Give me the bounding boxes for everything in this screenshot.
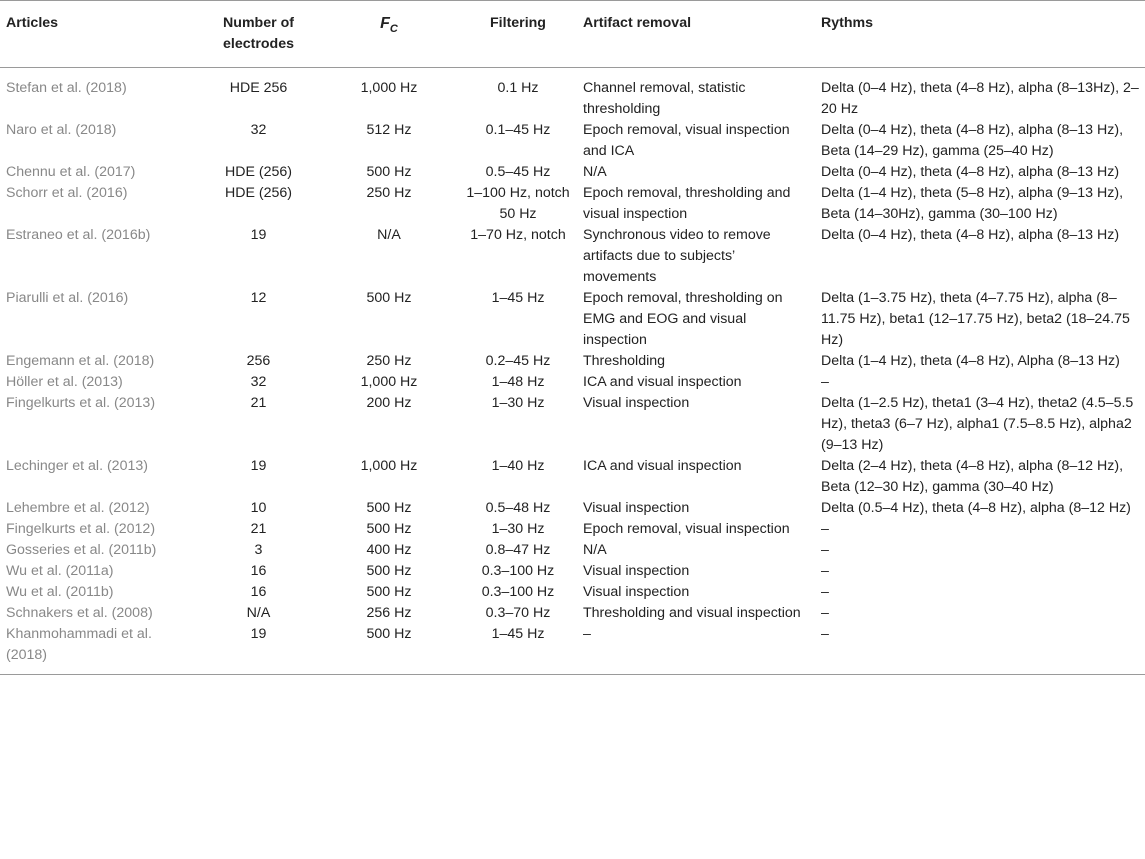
header-articles: Articles: [0, 1, 198, 68]
header-rythms: Rythms: [815, 1, 1145, 68]
cell-rythms: –: [821, 584, 829, 600]
cell-filtering: 0.2–45 Hz: [485, 353, 551, 369]
header-fc: [319, 1, 459, 68]
cell-article: Estraneo et al. (2016b): [6, 227, 151, 243]
cell-electrodes: 21: [250, 521, 267, 537]
cell-electrodes: 32: [250, 122, 267, 138]
cell-fc: 500 Hz: [366, 521, 412, 537]
cell-rythms: Delta (0–4 Hz), theta (4–8 Hz), alpha (8–13 Hz): [821, 164, 1120, 180]
cell-article: Fingelkurts et al. (2013): [6, 395, 156, 411]
cell-article: Stefan et al. (2018): [6, 80, 127, 96]
cell-artifact: –: [577, 624, 815, 675]
cell-article: Lechinger et al. (2013): [6, 458, 148, 474]
cell-filtering: 0.3–100 Hz: [481, 563, 555, 579]
cell-fc: 250 Hz: [366, 353, 412, 369]
table-row: [0, 603, 1145, 624]
cell-article: Schorr et al. (2016): [6, 185, 128, 201]
cell-filtering: 0.3–100 Hz: [481, 584, 555, 600]
cell-rythms: –: [821, 374, 829, 390]
cell-artifact: Visual inspection: [583, 395, 690, 411]
cell-fc: 500 Hz: [366, 290, 412, 306]
cell-electrodes: 3: [254, 542, 263, 558]
table-row: [0, 288, 1145, 351]
table-row: [0, 582, 1145, 603]
cell-article: Engemann et al. (2018): [6, 353, 155, 369]
table-row: [0, 624, 1145, 675]
table-header: [0, 1, 1145, 68]
cell-artifact: Epoch removal, thresholding on EMG and EOG and visual inspection: [583, 290, 783, 348]
table-row: [0, 372, 1145, 393]
cell-rythms: Delta (1–3.75 Hz), theta (4–7.75 Hz), alpha (8–11.75 Hz), beta1 (12–17.75 Hz), beta2 (18–24.75 Hz): [821, 290, 1130, 348]
cell-article: Piarulli et al. (2016): [6, 290, 129, 306]
cell-electrodes: HDE (256): [224, 185, 293, 201]
cell-filtering: 0.8–47 Hz: [485, 542, 551, 558]
cell-fc: 1,000 Hz: [360, 80, 418, 96]
cell-artifact: N/A: [583, 542, 607, 558]
header-electrodes: Number of electrodes: [198, 1, 319, 68]
cell-fc: 1,000 Hz: [360, 374, 418, 390]
cell-rythms: Delta (0.5–4 Hz), theta (4–8 Hz), alpha (8–12 Hz): [821, 500, 1131, 516]
header-filtering: Filtering: [459, 1, 577, 68]
header-fc-sub: C: [389, 23, 398, 36]
table-row: [0, 68, 1145, 121]
table-row: [0, 162, 1145, 183]
cell-rythms: –: [821, 542, 829, 558]
cell-fc: N/A: [377, 227, 401, 243]
cell-article: Khanmohammadi et al. (2018): [0, 624, 198, 675]
cell-filtering: 1–70 Hz, notch: [470, 227, 566, 243]
cell-rythms: Delta (1–2.5 Hz), theta1 (3–4 Hz), theta2 (4.5–5.5 Hz), theta3 (6–7 Hz), alpha1 (7.5–8.5 Hz), alpha2 (9–13 Hz): [821, 395, 1134, 453]
cell-filtering: 0.3–70 Hz: [485, 605, 551, 621]
header-fc-main: F: [380, 15, 390, 32]
cell-artifact: Visual inspection: [583, 584, 690, 600]
cell-electrodes: 12: [250, 290, 267, 306]
cell-rythms: –: [821, 563, 829, 579]
cell-artifact: Visual inspection: [583, 500, 690, 516]
cell-artifact: Thresholding: [583, 353, 666, 369]
cell-filtering: 1–45 Hz: [459, 624, 577, 675]
cell-filtering: 1–100 Hz, notch 50 Hz: [466, 185, 570, 222]
cell-article: Lehembre et al. (2012): [6, 500, 150, 516]
cell-rythms: Delta (0–4 Hz), theta (4–8 Hz), alpha (8–13 Hz), Beta (14–29 Hz), gamma (25–40 Hz): [821, 122, 1124, 159]
cell-article: Höller et al. (2013): [6, 374, 123, 390]
cell-filtering: 1–40 Hz: [491, 458, 545, 474]
table-body: [0, 68, 1145, 675]
cell-fc: 250 Hz: [366, 185, 412, 201]
cell-electrodes: HDE (256): [224, 164, 293, 180]
table-row: [0, 540, 1145, 561]
cell-electrodes: N/A: [246, 605, 271, 621]
header-row: [0, 1, 1145, 68]
cell-rythms: Delta (1–4 Hz), theta (4–8 Hz), Alpha (8–13 Hz): [821, 353, 1120, 369]
cell-artifact: Epoch removal, thresholding and visual inspection: [583, 185, 791, 222]
cell-article: Gosseries et al. (2011b): [6, 542, 157, 558]
cell-artifact: ICA and visual inspection: [583, 374, 742, 390]
cell-fc: 512 Hz: [366, 122, 412, 138]
table-row: [0, 456, 1145, 498]
cell-artifact: ICA and visual inspection: [583, 458, 742, 474]
header-artifact: Artifact removal: [577, 1, 815, 68]
cell-artifact: Channel removal, statistic thresholding: [583, 80, 746, 117]
table-row: [0, 519, 1145, 540]
cell-article: Wu et al. (2011a): [6, 563, 114, 579]
table-row: [0, 183, 1145, 225]
cell-electrodes: 21: [250, 395, 267, 411]
cell-electrodes: 19: [250, 458, 267, 474]
cell-rythms: Delta (0–4 Hz), theta (4–8 Hz), alpha (8–13 Hz): [821, 227, 1120, 243]
cell-fc: 400 Hz: [366, 542, 412, 558]
cell-artifact: Epoch removal, visual inspection and ICA: [583, 122, 790, 159]
cell-article: Naro et al. (2018): [6, 122, 117, 138]
cell-rythms: Delta (2–4 Hz), theta (4–8 Hz), alpha (8–12 Hz), Beta (12–30 Hz), gamma (30–40 Hz): [821, 458, 1124, 495]
cell-filtering: 1–30 Hz: [491, 521, 545, 537]
cell-filtering: 0.1 Hz: [497, 80, 539, 96]
table-row: [0, 120, 1145, 162]
cell-rythms: –: [821, 521, 829, 537]
table-row: [0, 561, 1145, 582]
cell-electrodes: 32: [250, 374, 267, 390]
cell-electrodes: 16: [250, 584, 267, 600]
table-row: [0, 393, 1145, 456]
cell-article: Chennu et al. (2017): [6, 164, 136, 180]
cell-fc: 500 Hz: [366, 164, 412, 180]
cell-filtering: 1–48 Hz: [491, 374, 545, 390]
cell-filtering: 0.5–48 Hz: [485, 500, 551, 516]
cell-filtering: 1–30 Hz: [491, 395, 545, 411]
cell-electrodes: 19: [250, 227, 267, 243]
table-row: [0, 351, 1145, 372]
cell-rythms: –: [815, 624, 1145, 675]
cell-fc: 500 Hz: [366, 584, 412, 600]
cell-fc: 500 Hz: [366, 563, 412, 579]
cell-rythms: Delta (1–4 Hz), theta (5–8 Hz), alpha (9–13 Hz), Beta (14–30Hz), gamma (30–100 Hz): [821, 185, 1124, 222]
cell-fc: 500 Hz: [366, 500, 412, 516]
cell-artifact: Visual inspection: [583, 563, 690, 579]
cell-fc: 500 Hz: [319, 624, 459, 675]
cell-filtering: 0.1–45 Hz: [485, 122, 551, 138]
cell-electrodes: HDE 256: [229, 80, 288, 96]
cell-rythms: –: [821, 605, 829, 621]
cell-filtering: 0.5–45 Hz: [485, 164, 551, 180]
cell-fc: 256 Hz: [366, 605, 412, 621]
cell-fc: 200 Hz: [366, 395, 412, 411]
cell-electrodes: 10: [250, 500, 267, 516]
cell-artifact: Synchronous video to remove artifacts due to subjects’ movements: [583, 227, 771, 285]
cell-rythms: Delta (0–4 Hz), theta (4–8 Hz), alpha (8–13Hz), 2–20 Hz: [821, 80, 1139, 117]
cell-electrodes: 16: [250, 563, 267, 579]
cell-article: Fingelkurts et al. (2012): [6, 521, 156, 537]
cell-electrodes: 19: [198, 624, 319, 675]
table-row: [0, 498, 1145, 519]
cell-electrodes: 256: [246, 353, 271, 369]
table-row: [0, 225, 1145, 288]
cell-fc: 1,000 Hz: [360, 458, 418, 474]
cell-article: Schnakers et al. (2008): [6, 605, 153, 621]
cell-filtering: 1–45 Hz: [491, 290, 545, 306]
cell-artifact: Thresholding and visual inspection: [583, 605, 801, 621]
cell-article: Wu et al. (2011b): [6, 584, 114, 600]
cell-artifact: Epoch removal, visual inspection: [583, 521, 790, 537]
cell-artifact: N/A: [583, 164, 607, 180]
